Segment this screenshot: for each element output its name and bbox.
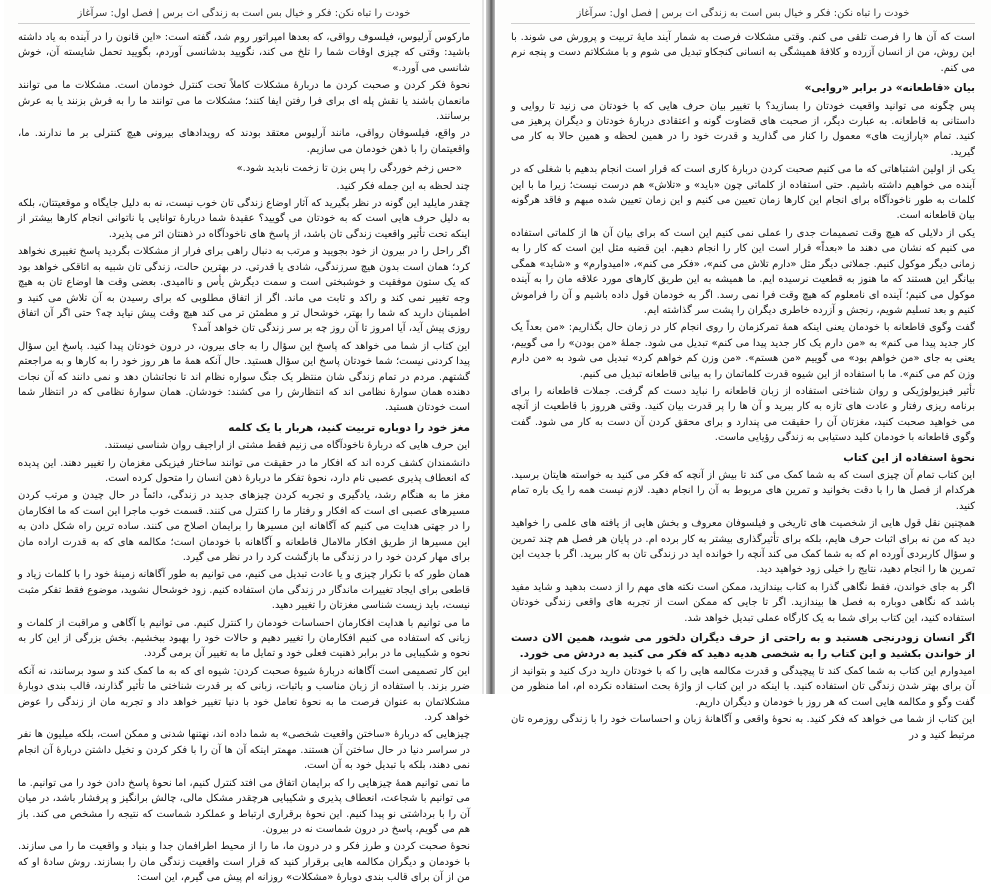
paragraph: گفت وگوی قاطعانه با خودمان یعنی اینکه همهٔ تمرکزمان را روی انجام کار در زمان حال بگذاریم: «من بعداً یک کار جدید پیدا می کنم» به «من دارم یک کار جدید پیدا می کنم» تبدیل می شود. جملهٔ «من بودن» را می گوییم، یعنی به جای «من خواهم بود» می گوییم «من هستم». «من وزن کم خواهم کرد» تبدیل می شود به «من دارم وزن کم می کنم». ما با استفاده از این شیوه قدرت کلماتمان را به بیانی قاطعانه تبدیل می کنیم. [511, 322, 975, 380]
paragraph: امیدوارم این کتاب به شما کمک کند تا پیچیدگی و قدرت مکالمه هایی را که با خودتان دارید درک کنید و بتوانید از آن برای بهتر شدن زندگی تان استفاده کنید. با اینکه در این کتاب از واژهٔ بحث استفاده نکرده ام، اما منظور من گفت وگو و مکالمه هایی است که هر روز با خودمان و دیگران داریم. [511, 666, 975, 708]
paragraph: همان طور که با تکرار چیزی و یا عادت تبدیل می کنیم، می توانیم به طور آگاهانه زمینهٔ خود را با کلمات زیاد و قاطعی برای ایجاد تغییرات ماندگار در زندگی مان استفاده کنیم. زود خوشحال نشوید، موضوع فقط تفکر مثبت نیست، باید زیست شناسی مغزتان را تغییر دهید. [18, 569, 470, 612]
section-heading: نحوهٔ استفاده از این کتاب [843, 451, 975, 464]
paragraph: این کتاب از شما می خواهد که فکر کنید. به نحوهٔ واقعی و آگاهانهٔ زبان و احساسات خود را با زندگی روزمره تان مرتبط کنید و در [511, 714, 975, 741]
running-header-left: خودت را تباه نکن: فکر و خیال بس است به زندگی ات برس | فصل اول: سرآغاز [18, 8, 470, 24]
paragraph: این کار تصمیمی است آگاهانه دربارهٔ شیوهٔ صحبت کردن: شیوه ای که به ما کمک کند و سود برسانند، نه آنکه ضرر بزند. با استفاده از زبان مناسب و باثبات، زبانی که بر قدرت شناختی ما تأثیر گذارند، قالب بندی دوبارهٔ مشکلاتمان به عنوان فرصت ما به نحوهٔ تعامل خود با دنیا تغییر خواهد داد و تجربه مان از زندگی را عوض خواهد کرد. [18, 665, 470, 724]
book-gutter [486, 0, 495, 694]
paragraph: در واقع، فیلسوفان رواقی، مانند آرلیوس معتقد بودند که رویدادهای بیرونی هیچ کنترلی بر ما ندارند. ما، واقعیتمان را با ذهن خودمان می سازیم. [18, 128, 470, 155]
paragraph: این کتاب تمام آن چیزی است که به شما کمک می کند تا بیش از آنچه که فکر می کنید به خواسته هایتان برسید. هرکدام از فصل ها را با دقت بخوانید و تمرین های مربوط به آن را انجام دهید. لازم نیست همه را یک باره تمام کنید. [511, 469, 975, 512]
paragraph: تأثیر فیزیولوژیکی و روان شناختی استفاده از زبان قاطعانه را نباید دست کم گرفت. جملات قاطعانه را برای برنامه ریزی رفتار و عادت های تازه به کار ببرید و آن ها را پر قدرت بیان کنید. وقتی هرروز با قاطعیت از آنچه می خواهید صحبت کنید، مغزتان آن را حقیقت می پندارد و برای محقق کردن آن دست به کار می شود. گفت وگوی قاطعانه با خودمان کلید دستیابی به زندگی رؤیایی ماست. [511, 385, 975, 444]
paragraph: دانشمندان کشف کرده اند که افکار ما در حقیقت می توانند ساختار فیزیکی مغزمان را تغییر دهند. این پدیده که انعطاف پذیری عصبی نام دارد، نحوهٔ تفکر ما دربارهٔ ذهن انسان را متحول کرده است. [18, 457, 470, 484]
bold-callout: اگر انسان زودرنجی هستید و به راحتی از حرف دیگران دلخور می شوید، همین الان دست از خواندن بکشید و این کتاب را به شخصی هدیه دهید که فکر می کنید به دردش می خورد. [511, 632, 975, 661]
running-header-right: خودت را تباه نکن: فکر و خیال بس است به زندگی ات برس | فصل اول: سرآغاز [511, 8, 975, 24]
paragraph: یکی از دلایلی که هیچ وقت تصمیمات جدی را عملی نمی کنیم این است که برای بیان آن ها از کلماتی استفاده می کنیم که نشان می دهند ما «بعداً» قرار است این کار را انجام دهیم. این قضیه مثل این است که کار را به زمانی دیگر موکول کنیم. جملاتی دیگر مثل «دارم تلاش می کنم»، «فکر می کنم»، «امیدوارم» و «شاید» همگی بیانگر این هستند که ما هنوز به قطعیت نرسیده ایم. ما همیشه به این طریق کارهای مورد علاقه مان را به آینده موکول می کنیم؛ آینده ای نامعلوم که هیچ وقت فرا نمی رسد. اگر به خودمان قول داده باشیم و آن را فراموش کنیم و بعد تسلیم شویم، رنجش و آزرده خاطری دیگران را پشت سر گذاشته ایم. [511, 227, 975, 316]
paragraph: این حرف هایی که دربارهٔ ناخودآگاه می زنیم فقط مشتی از اراجیف روان شناسی نیستند. [104, 440, 470, 452]
paragraph: نحوهٔ صحبت کردن و طرز فکر و در درون ما، ما را از محیط اطرافمان جدا و بنیاد و واقعیت ما را می سازند. با خودمان و دیگران مکالمه هایی برقرار کنید که قرار است واقعیت زندگی مان را بسازند. روش سادهٔ او که من از آن برای قالب بندی دوبارهٔ «مشکلات» روزانه ام پیش می گیرم، این است: [18, 841, 470, 884]
paragraph: چند لحظه به این جمله فکر کنید. [336, 180, 470, 192]
paragraph: یکی از اولین اشتباهاتی که ما می کنیم صحبت کردن دربارهٔ کاری است که قرار است انجام بدهیم با شغلی که در آینده می خواهیم داشته باشیم. حتی استفاده از کلماتی چون «باید» و «تلاش» هم درست نیست؛ زیرا ما با این کلمات به طور ناخودآگاه برای انجام این کارها زمان تعیین می کنیم و این زمان تعیین شده مبهم و فاقد هرگونه بیان قاطعانه است. [511, 164, 975, 222]
left-book-page [4, 0, 484, 884]
section-heading: مغز خود را دوباره تربیت کنید، هربار با یک کلمه [228, 421, 470, 434]
paragraph: چقدر مایلید این گونه در نظر بگیرید که آثار اوضاع زندگی تان خوب نیست، نه به دلیل جایگاه و موقعیتتان، بلکه به دلیل حرف هایی است که به خودتان می گویید؟ عقیدهٔ شما دربارهٔ توانایی یا ناتوانی انجام کارها بیشتر از اینکه تحت تأثیر واقعیت زندگی تان باشد، از پاسخ های ناخودآگاه در ذهنتان اثر می پذیرد. [18, 198, 470, 240]
right-book-page [497, 0, 991, 741]
section-heading: بیان «قاطعانه» در برابر «روایی» [804, 82, 975, 95]
paragraph: اگر راحل را در بیرون از خود بجویید و مرتب به دنبال راهی برای فرار از مشکلات بگردید پاسخ تغییری نخواهد کرد؛ همان است بدون هیچ سرزندگی، شادی یا قدرتی. در بهترین حالت، زندگی تان شبیه به اتاقکی خواهد بود که یک ستون موفقیت و خوشبختی است و سمت دیگرش یأس و ناامیدی. بعضی وقت ها اوضاع تان به هیچ وجه تغییر نمی کند و راکد و ثابت می ماند. اگر از اتفاق مطلوبی که برای رسیدن به آن تلاش می کنید و اطمینان دارید که شما را بهتر، خوشحال تر و مطمئن تر می کند هیچ وقت پیش نیاید چه؟ حتی اگر آن اتفاق روزی پیش آید، آیا امروز تا آن روز چه بر سر زندگی تان خواهد آمد؟ [18, 246, 470, 335]
paragraph: نحوهٔ فکر کردن و صحبت کردن ما دربارهٔ مشکلات کاملاً تحت کنترل خودمان است. مشکلات ما می توانند مانعمان باشند یا نقش پله ای برای فرا رفتن ایفا کنند؛ مشکلات ما می توانند ما را به فرش بزنند یا به عرش برسانند. [18, 80, 470, 123]
paragraph: چیزهایی که دربارهٔ «ساختن واقعیت شخصی» به شما داده اند، نهتنها شدنی و ممکن است، بلکه میلیون ها نفر در سراسر دنیا در حال ساختن آن هستند. مهمتر اینکه آن ها آن را با فکر کردن و تخیل داشتن دربارهٔ آن انجام نمی دهند، بلکه با تبدیل خود به آن است. [18, 729, 470, 772]
paragraph: اگر به جای خواندن، فقط نگاهی گذرا به کتاب بیندازید، ممکن است نکته های مهم را از دست بدهید و شاید مفید باشد که نگاهی دوباره به فصل ها بیندازید. اگر تا جایی که ممکن است از تجربه های واقعی زندگی خودتان استفاده کنید، این کتاب برای شما به یک کارگاه عملی تبدیل خواهد شد. [511, 581, 975, 624]
paragraph: این کتاب از شما می خواهد که پاسخ این سؤال را به جای بیرون، در درون خودتان پیدا کنید. پاسخ این سؤال پیدا کردنی نیست؛ شما خودتان پاسخ این سؤال هستید. حال آنکه همهٔ ما هر روز خود را به کارها و به مراجعتم گشتهم. مردم در تمام زندگی شان منتظر یک جنگ سواره نظام اند تا نجاتشان دهد و نمی دانند که آن نجات دهنده همان سوارهٔ نظامی اند که انتظارش را می کشند: خودشان. همان سوارهٔ نظامی که در انتظار شما است خودتان هستید. [18, 340, 470, 414]
paragraph: ما نمی توانیم همهٔ چیزهایی را که برایمان اتفاق می افتد کنترل کنیم، اما نحوهٔ پاسخ دادن خود را می توانیم. ما می توانیم با شجاعت، انعطاف پذیری و شکیبایی هرچقدر مشکل مالی، چالش برانگیز و پرفشار باشد، در میان آن را با برداشتی نو پیدا کنیم. این نحوهٔ برقراری ارتباط و عملکرد شماست که نتیجه را مشخص می کند. باز هم می گویم، پاسخ در درون شماست نه در بیرون. [18, 777, 470, 835]
paragraph: مغز ما به هنگام رشد، یادگیری و تجربه کردن چیزهای جدید در زندگی، دائماً در حال چیدن و مرتب کردن مسیرهای عصبی ای است که افکار و رفتار ما را کنترل می کنند. قسمت خوب ماجرا این است که ما افکارمان را در جهتی هدایت می کنیم که آگاهانه این مسیرها را برایمان اصلاح می کنند. ساده ترین راه شکل دادن به این مسیرها از طریق افکار مالامال قاطعانه و آگاهانه با خودمان است؛ مکالمه های که به قدرت اراده مان برای مهار کردن خود را در زندگی ما بازگشت کرد را در نظر می گیرد. [18, 490, 470, 563]
page-edge [482, 0, 484, 694]
paragraph: مارکوس آرلیوس، فیلسوف رواقی، که بعدها امپراتور روم شد، گفته است: «این قانون را در آینده به یاد داشته باشید: وقتی که چیزی اوقات شما را تلخ می کند، نگویید بدشانسی آوردم، بگویید تحمل شایسته آن، خوش شانسی می آورد.» [18, 32, 470, 74]
paragraph: است که آن ها را فرصت تلقی می کنم. وقتی مشکلات فرصت به شمار آیند مایهٔ تربیت و پرورش می شوند. با این روش، من از انسان آزرده و کلافهٔ همیشگی به انسانی کنجکاو تبدیل می شوم و با مشکلاتم دست و پنجه نرم می کنم. [511, 32, 975, 74]
quote: «حس زخم خوردگی را پس بزن تا زخمت نابدید شود.» [236, 163, 462, 175]
paragraph: ما می توانیم با هدایت افکارمان احساسات خودمان را کنترل کنیم. می توانیم با آگاهی و مراقبت از کلمات و زبانی که استفاده می کنیم افکارمان را تغییر دهیم و حالات خود را بهبود ببخشیم. بخش بزرگی از این کار به نحوه و شکیبایی ما در برابر ذهنیت فعلی خود و تمایل ما به تغییر آن برمی گردد. [18, 617, 470, 660]
paragraph: پس چگونه می توانید واقعیت خودتان را بسازید؟ با تغییر بیان حرف هایی که با خودتان می زنید تا روایی و داستانی به قاطعانه. به عبارت دیگر، از صحبت های قضاوت گونه و اعتقادی دربارهٔ خودتان و دیگران پرهیز می کنید. تمام «پارازیت های» معمول را کنار می گذارید و قدرت خود را در همین لحظه و همین حالا به کار می گیرید. [511, 100, 975, 158]
paragraph: همچنین نقل قول هایی از شخصیت های تاریخی و فیلسوفان معروف و بخش هایی از یافته های علمی را خواهید دید که من نه برای اثبات حرف هایم، بلکه برای تأثیرگذاری بیشتر به کار برده ام. در پایان هر فصل هم چند تمرین و سؤال کاربردی آورده ام که به شما کمک می کند آنچه را خوانده اید در زندگی تان به کار ببرید. اگر با جدیت این تمرین ها را انجام دهید، نتایج را خیلی زود خواهید دید. [511, 518, 975, 576]
